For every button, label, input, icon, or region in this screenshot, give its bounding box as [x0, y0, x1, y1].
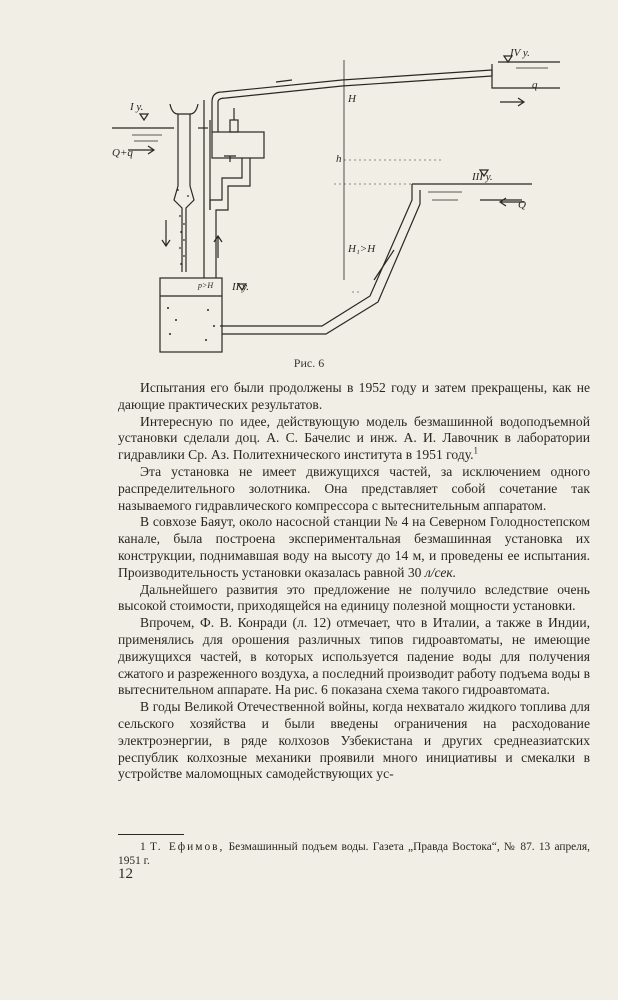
- paragraph-1: Испытания его были продолжены в 1952 году и затем прекращены, как не дающие практических результатов.: [118, 380, 590, 412]
- body-text: [118, 380, 590, 783]
- paragraph-4-text: В совхозе Баяут, около насосной станции № 4 на Северном Голодностепском канале, была построена экспериментальная безмашинная установка их конструкции, поднимавшая воду на высоту до 14 м, и проведены ее испытания. Производительность установки оказалась равной 30: [118, 514, 590, 580]
- footnote: [118, 840, 590, 868]
- figure-caption: Рис. 6: [293, 356, 325, 370]
- label-pressure: p>H: [198, 281, 214, 290]
- paragraph-2: [118, 414, 590, 464]
- label-level-2: II у.: [232, 281, 250, 293]
- paragraph-7: В годы Великой Отечественной войны, когда нехватало жидкого топлива для сельского хозяйства и были введены ограничения на расходование электроэнергии, в ряде колхозов Узбекистана и других среднеазиатских республик колхозные механики проявили много инициативы и смекалки в устройстве маломощных самодействующих ус-: [118, 699, 590, 782]
- footnote-text: Безмашинный подъем воды. Газета „Правда Востока“, № 87. 13 апреля, 1951 г.: [118, 841, 590, 867]
- footnote-reference: 1: [473, 445, 479, 456]
- canal-bank: [220, 184, 412, 326]
- upper-tank: [492, 64, 560, 88]
- label-height-H: H: [348, 93, 356, 105]
- hydroautomat-schematic: [112, 40, 560, 360]
- paragraph-5: Дальнейшего развития это предложение не получило вследствие очень высокой стоимости, приходящейся на единицу полезной мощности установки.: [118, 581, 590, 614]
- intake-funnel: [170, 104, 198, 114]
- paragraph-2-text: Интересную по идее, действующую модель безмашинной водоподъемной установки сделали доц. А. С. Бачелис и инж. А. И. Лавочник в лаборатории гидравлики Ср. Аз. Политехнического института в 1951 году.: [118, 413, 590, 463]
- page-number: 12: [118, 866, 133, 882]
- label-flow-Q: Q: [518, 199, 526, 211]
- footnote-marker: 1: [140, 841, 146, 853]
- label-level-4: IV у.: [510, 47, 530, 59]
- footnote-author: Т. Ефимов,: [149, 841, 225, 853]
- figure-6-diagram: [112, 40, 560, 360]
- unit-liters-per-second: л/сек.: [424, 564, 457, 580]
- valve-box: [212, 132, 264, 158]
- label-level-3: III у.: [472, 171, 493, 183]
- label-height-H1: H₁>H: [348, 243, 376, 255]
- label-height-h: h: [336, 153, 342, 165]
- label-flow-q: q: [532, 79, 538, 91]
- paragraph-3: Эта установка не имеет движущихся частей, за исключением одного распределительного золотника. Она представляет собой сочетание так называемого гидравлического компрессора с вытеснительным аппаратом.: [118, 463, 590, 513]
- label-level-1: I у.: [130, 101, 144, 113]
- paragraph-6: Впрочем, Ф. В. Конради (л. 12) отмечает, что в Италии, а также в Индии, применялись для орошения различных типов гидроавтоматы, не имеющие движущихся частей, в которых используется падение воды для получения сжатого и разреженного воздуха, а последний производит работу подъема воды в вытеснительном аппарате. На рис. 6 показана схема такого гидроавтомата.: [118, 615, 590, 698]
- paragraph-4: [118, 514, 590, 581]
- label-flow-in: Q+q: [112, 147, 133, 159]
- footnote-divider: [118, 834, 184, 835]
